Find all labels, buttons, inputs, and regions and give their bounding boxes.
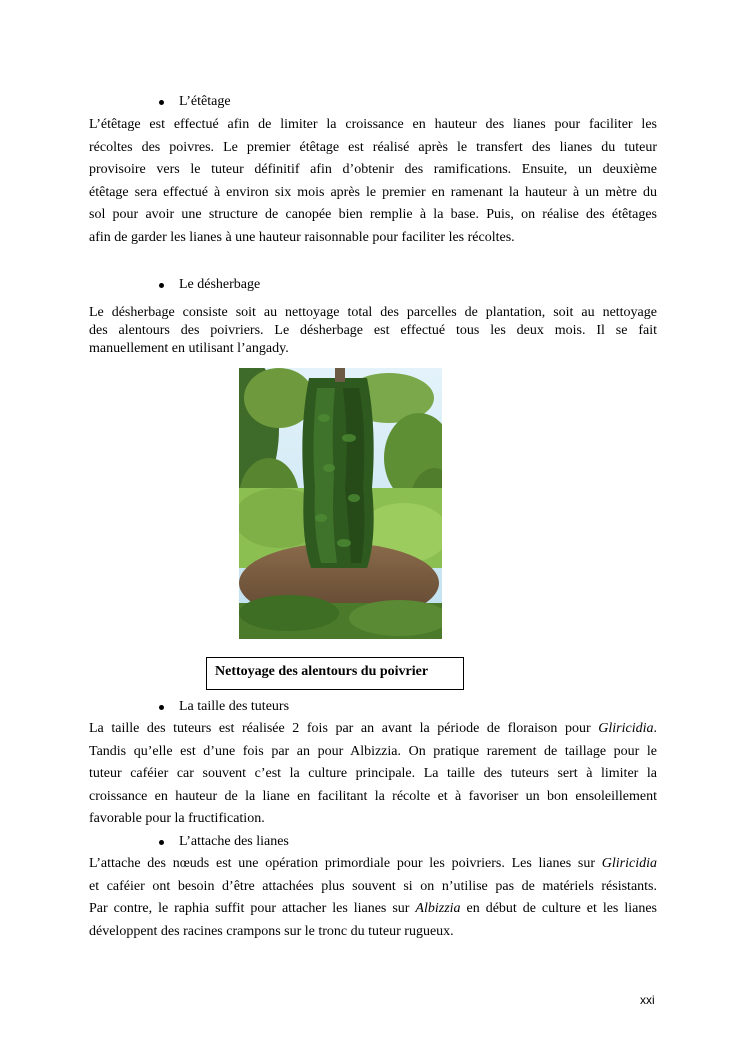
text-line: récoltes des poivres. Le premier étêtage est réalisé après le transfert des lianes du tuteur <box>89 139 657 155</box>
paragraph-etetage <box>89 114 657 249</box>
text-line: des alentours des poivriers. Le désherbage est effectué tous les deux mois. Il se fait <box>89 323 657 338</box>
figure-caption <box>206 657 464 690</box>
bullet-taille <box>159 699 289 715</box>
heading-taille: La taille des tuteurs <box>179 699 290 714</box>
text-segment: en début de culture et les lianes <box>466 901 657 916</box>
text-segment: L’attache des nœuds est une opération primordiale pour les poivriers. Les lianes sur <box>89 856 596 871</box>
text-line: étêtage sera effectué à environ six mois après le premier en ramenant la hauteur à un mètre du <box>89 184 657 200</box>
text-line: Le désherbage consiste soit au nettoyage total des parcelles de plantation, soit au nettoyage <box>89 305 657 320</box>
text-line: croissance en hauteur de la liane en facilitant la récolte et à favoriser un bon ensoleillement <box>89 788 657 804</box>
figure-caption-text: Nettoyage des alentours du poivrier <box>215 664 429 679</box>
bullet-dot-icon <box>159 840 164 845</box>
text-line: afin de garder les lianes à une hauteur raisonnable pour faciliter les récoltes. <box>89 229 515 245</box>
species-name: Albizzia <box>415 901 461 916</box>
text-line: et caféier ont besoin d’être attachées plus souvent si on n’utilise pas de matériels résistants. <box>89 878 657 894</box>
species-name: Gliricidia <box>601 856 657 871</box>
page-number: xxi <box>640 993 655 1007</box>
text-line: sol pour avoir une structure de canopée bien remplie à la base. Puis, on réalise des étêtages <box>89 207 657 222</box>
species-name: Gliricidia <box>598 721 654 736</box>
heading-attache: L’attache des lianes <box>179 834 289 849</box>
text-line <box>89 718 657 741</box>
bullet-dot-icon <box>159 100 164 105</box>
text-segment: . <box>653 721 658 736</box>
text-line: tuteur caféier car souvent c’est la culture principale. La taille des tuteurs sert à limiter la <box>89 766 657 781</box>
bullet-attache <box>159 834 289 850</box>
pepper-plant-photo <box>239 368 442 639</box>
text-line: manuellement en utilisant l’angady. <box>89 341 289 356</box>
heading-desherbage: Le désherbage <box>179 277 261 292</box>
paragraph-desherbage <box>89 304 657 358</box>
text-line: L’étêtage est effectué afin de limiter la croissance en hauteur des lianes pour faciliter les <box>89 117 657 132</box>
text-line <box>89 898 657 921</box>
paragraph-taille <box>89 718 657 831</box>
bullet-etetage <box>159 94 231 110</box>
heading-etetage: L’étêtage <box>179 94 231 109</box>
bullet-desherbage <box>159 277 260 293</box>
text-line: favorable pour la fructification. <box>89 811 265 826</box>
text-segment: La taille des tuteurs est réalisée 2 fois par an avant la période de floraison pour <box>89 721 591 736</box>
text-line: développent des racines crampons sur le tronc du tuteur rugueux. <box>89 923 454 939</box>
bullet-dot-icon <box>159 705 164 710</box>
bullet-dot-icon <box>159 283 164 288</box>
text-segment: Par contre, le raphia suffit pour attacher les lianes sur <box>89 901 410 916</box>
paragraph-attache <box>89 853 657 943</box>
text-line: Tandis qu’elle est d’une fois par an pour Albizzia. On pratique rarement de taillage pour le <box>89 743 657 759</box>
text-line <box>89 853 657 876</box>
pepper-plant-illustration <box>239 368 442 639</box>
text-line: provisoire vers le tuteur définitif afin d’obtenir des ramifications. Ensuite, un deuxième <box>89 162 657 177</box>
